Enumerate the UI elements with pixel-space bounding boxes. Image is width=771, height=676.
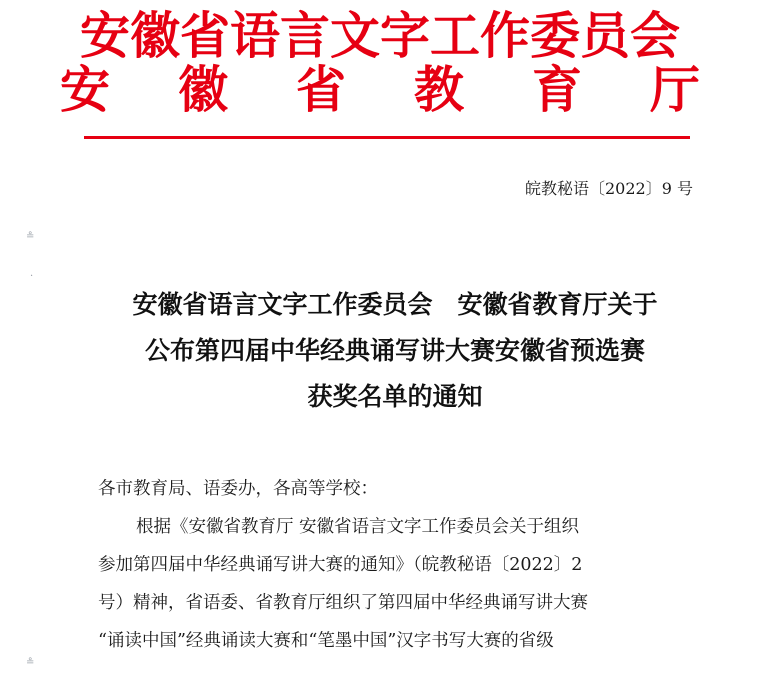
- title-line-3: 获奖名单的通知: [307, 382, 483, 411]
- issuing-org-line-2: [60, 62, 700, 118]
- notice-body: [98, 470, 698, 660]
- paragraph-line: 根据《安徽省教育厅 安徽省语言文字工作委员会关于组织: [136, 517, 580, 537]
- notice-title: [60, 282, 730, 420]
- org-line-2-char: 安: [60, 60, 110, 119]
- issuing-org-line-1: 安徽省语言文字工作委员会: [80, 6, 680, 65]
- paragraph-line: 号）精神，省语委、省教育厅组织了第四届中华经典诵写讲大赛: [98, 593, 588, 613]
- salutation: 各市教育局、语委办，各高等学校：: [98, 479, 378, 499]
- org-line-2-char: 教: [414, 60, 464, 119]
- paragraph-line: 参加第四届中华经典诵写讲大赛的通知》（皖教秘语〔2022〕2: [98, 555, 583, 575]
- org-line-2-char: 厅: [650, 60, 700, 119]
- paragraph-line: “诵读中国”经典诵读大赛和“笔墨中国”汉字书写大赛的省级: [98, 631, 554, 651]
- scan-speck-mark: ≗: [26, 231, 35, 242]
- title-line-1: 安徽省语言文字工作委员会 安徽省教育厅关于: [132, 290, 658, 319]
- scan-speck-mark: ·: [30, 271, 34, 282]
- document-number: 皖教秘语〔2022〕9 号: [525, 179, 693, 198]
- org-line-2-char: 育: [532, 60, 582, 119]
- red-header-rule: [84, 136, 690, 139]
- org-line-2-char: 省: [296, 60, 346, 119]
- org-line-2-char: 徽: [178, 60, 228, 119]
- title-line-2: 公布第四届中华经典诵写讲大赛安徽省预选赛: [144, 336, 645, 365]
- scan-speck-mark: ≗: [26, 657, 35, 668]
